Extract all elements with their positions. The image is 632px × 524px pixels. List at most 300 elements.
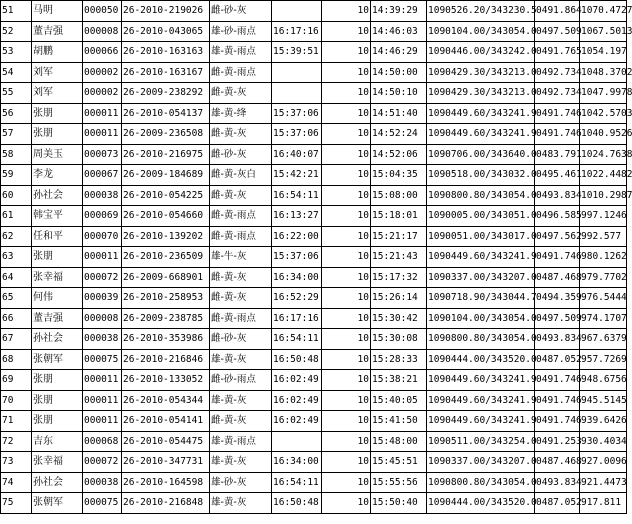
owner-name-cell: 刘军 bbox=[32, 62, 83, 83]
member-id-cell: 000067 bbox=[83, 165, 122, 186]
coordinates-cell: 1090104.00/343054.0 bbox=[427, 308, 535, 329]
start-time-cell: 16:17:16 bbox=[272, 21, 322, 42]
day-cell: 10 bbox=[322, 308, 371, 329]
speed-cell: 997.1246 bbox=[580, 206, 627, 227]
day-cell: 10 bbox=[322, 42, 371, 63]
coordinates-cell: 1090449.60/343241.9 bbox=[427, 411, 535, 432]
member-id-cell: 000011 bbox=[83, 247, 122, 268]
coordinates-cell: 1090337.00/343207.0 bbox=[427, 452, 535, 473]
owner-name-cell: 韩宝平 bbox=[32, 206, 83, 227]
arrival-time-cell: 15:50:40 bbox=[371, 493, 427, 514]
row-number-cell: 59 bbox=[1, 165, 32, 186]
row-number-cell: 60 bbox=[1, 185, 32, 206]
ring-number-cell: 26-2010-054141 bbox=[122, 411, 210, 432]
arrival-time-cell: 14:50:10 bbox=[371, 83, 427, 104]
table-row bbox=[1, 1, 627, 22]
table-row bbox=[1, 206, 627, 227]
bird-description-cell: 雌-黄-雨点 bbox=[210, 308, 272, 329]
table-row bbox=[1, 165, 627, 186]
member-id-cell: 000066 bbox=[83, 42, 122, 63]
coordinates-cell: 1090444.00/343520.0 bbox=[427, 349, 535, 370]
speed-cell: 992.577 bbox=[580, 226, 627, 247]
start-time-cell: 16:40:07 bbox=[272, 144, 322, 165]
start-time-cell: 16:22:00 bbox=[272, 226, 322, 247]
speed-cell: 921.4473 bbox=[580, 472, 627, 493]
distance-cell: 0491.746 bbox=[535, 124, 580, 145]
table-row bbox=[1, 329, 627, 350]
arrival-time-cell: 15:38:21 bbox=[371, 370, 427, 391]
speed-cell: 979.7702 bbox=[580, 267, 627, 288]
distance-cell: 0497.509 bbox=[535, 21, 580, 42]
row-number-cell: 69 bbox=[1, 370, 32, 391]
speed-cell: 945.5145 bbox=[580, 390, 627, 411]
distance-cell: 0487.468 bbox=[535, 452, 580, 473]
day-cell: 10 bbox=[322, 329, 371, 350]
owner-name-cell: 张朋 bbox=[32, 124, 83, 145]
ring-number-cell: 26-2010-219026 bbox=[122, 1, 210, 22]
row-number-cell: 75 bbox=[1, 493, 32, 514]
arrival-time-cell: 15:48:00 bbox=[371, 431, 427, 452]
coordinates-cell: 1090800.80/343054.0 bbox=[427, 185, 535, 206]
start-time-cell: 16:52:29 bbox=[272, 288, 322, 309]
table-row bbox=[1, 185, 627, 206]
arrival-time-cell: 15:21:43 bbox=[371, 247, 427, 268]
coordinates-cell: 1090706.00/343640.0 bbox=[427, 144, 535, 165]
distance-cell: 0491.253 bbox=[535, 431, 580, 452]
start-time-cell bbox=[272, 1, 322, 22]
day-cell: 10 bbox=[322, 472, 371, 493]
member-id-cell: 000072 bbox=[83, 267, 122, 288]
arrival-time-cell: 14:46:03 bbox=[371, 21, 427, 42]
start-time-cell bbox=[272, 62, 322, 83]
owner-name-cell: 张幸福 bbox=[32, 452, 83, 473]
bird-description-cell: 雄-黄-雨点 bbox=[210, 431, 272, 452]
coordinates-cell: 1090718.90/343044.7 bbox=[427, 288, 535, 309]
day-cell: 10 bbox=[322, 103, 371, 124]
table-row bbox=[1, 267, 627, 288]
row-number-cell: 52 bbox=[1, 21, 32, 42]
speed-cell: 980.1262 bbox=[580, 247, 627, 268]
bird-description-cell: 雌-黄-灰 bbox=[210, 185, 272, 206]
member-id-cell: 000070 bbox=[83, 226, 122, 247]
day-cell: 10 bbox=[322, 21, 371, 42]
row-number-cell: 66 bbox=[1, 308, 32, 329]
coordinates-cell: 1090449.60/343241.9 bbox=[427, 124, 535, 145]
speed-cell: 1022.4482 bbox=[580, 165, 627, 186]
distance-cell: 0491.746 bbox=[535, 411, 580, 432]
bird-description-cell: 雌-砂-灰 bbox=[210, 329, 272, 350]
table-row bbox=[1, 390, 627, 411]
ring-number-cell: 26-2010-054225 bbox=[122, 185, 210, 206]
bird-description-cell: 雌-黄-雨点 bbox=[210, 62, 272, 83]
table-row bbox=[1, 452, 627, 473]
ring-number-cell: 26-2010-054344 bbox=[122, 390, 210, 411]
speed-cell: 974.1707 bbox=[580, 308, 627, 329]
member-id-cell: 000075 bbox=[83, 349, 122, 370]
distance-cell: 0493.834 bbox=[535, 472, 580, 493]
ring-number-cell: 26-2010-236509 bbox=[122, 247, 210, 268]
bird-description-cell: 雌-黄-灰 bbox=[210, 267, 272, 288]
row-number-cell: 62 bbox=[1, 226, 32, 247]
distance-cell: 0496.585 bbox=[535, 206, 580, 227]
start-time-cell: 16:50:48 bbox=[272, 349, 322, 370]
row-number-cell: 61 bbox=[1, 206, 32, 227]
owner-name-cell: 何伟 bbox=[32, 288, 83, 309]
coordinates-cell: 1090104.00/343054.0 bbox=[427, 21, 535, 42]
owner-name-cell: 刘军 bbox=[32, 83, 83, 104]
bird-description-cell: 雌-砂-雨点 bbox=[210, 370, 272, 391]
speed-cell: 1067.5013 bbox=[580, 21, 627, 42]
bird-description-cell: 雄-黄-灰 bbox=[210, 493, 272, 514]
ring-number-cell: 26-2009-236508 bbox=[122, 124, 210, 145]
start-time-cell: 16:02:49 bbox=[272, 390, 322, 411]
start-time-cell: 15:37:06 bbox=[272, 247, 322, 268]
bird-description-cell: 雌-黄-灰 bbox=[210, 411, 272, 432]
arrival-time-cell: 15:40:05 bbox=[371, 390, 427, 411]
distance-cell: 0491.746 bbox=[535, 370, 580, 391]
bird-description-cell: 雄-砂-灰 bbox=[210, 472, 272, 493]
speed-cell: 976.5444 bbox=[580, 288, 627, 309]
row-number-cell: 58 bbox=[1, 144, 32, 165]
owner-name-cell: 孙社会 bbox=[32, 472, 83, 493]
day-cell: 10 bbox=[322, 370, 371, 391]
bird-description-cell: 雄-牛-灰 bbox=[210, 247, 272, 268]
start-time-cell: 15:37:06 bbox=[272, 124, 322, 145]
coordinates-cell: 1090429.30/343213.0 bbox=[427, 83, 535, 104]
member-id-cell: 000069 bbox=[83, 206, 122, 227]
arrival-time-cell: 15:28:33 bbox=[371, 349, 427, 370]
bird-description-cell: 雌-黄-雨点 bbox=[210, 206, 272, 227]
row-number-cell: 63 bbox=[1, 247, 32, 268]
owner-name-cell: 周美玉 bbox=[32, 144, 83, 165]
coordinates-cell: 1090337.00/343207.0 bbox=[427, 267, 535, 288]
ring-number-cell: 26-2009-668901 bbox=[122, 267, 210, 288]
coordinates-cell: 1090005.00/343051.0 bbox=[427, 206, 535, 227]
row-number-cell: 74 bbox=[1, 472, 32, 493]
row-number-cell: 72 bbox=[1, 431, 32, 452]
speed-cell: 967.6379 bbox=[580, 329, 627, 350]
distance-cell: 0492.734 bbox=[535, 62, 580, 83]
speed-cell: 930.4034 bbox=[580, 431, 627, 452]
owner-name-cell: 张朋 bbox=[32, 370, 83, 391]
row-number-cell: 56 bbox=[1, 103, 32, 124]
day-cell: 10 bbox=[322, 165, 371, 186]
table-row bbox=[1, 226, 627, 247]
bird-description-cell: 雌-砂-灰 bbox=[210, 1, 272, 22]
ring-number-cell: 26-2010-054475 bbox=[122, 431, 210, 452]
distance-cell: 0491.746 bbox=[535, 103, 580, 124]
member-id-cell: 000008 bbox=[83, 308, 122, 329]
ring-number-cell: 26-2009-238785 bbox=[122, 308, 210, 329]
arrival-time-cell: 15:30:08 bbox=[371, 329, 427, 350]
ring-number-cell: 26-2010-043065 bbox=[122, 21, 210, 42]
day-cell: 10 bbox=[322, 62, 371, 83]
coordinates-cell: 1090511.00/343254.0 bbox=[427, 431, 535, 452]
owner-name-cell: 马明 bbox=[32, 1, 83, 22]
ring-number-cell: 26-2010-163167 bbox=[122, 62, 210, 83]
owner-name-cell: 张朝军 bbox=[32, 493, 83, 514]
distance-cell: 0487.468 bbox=[535, 267, 580, 288]
ring-number-cell: 26-2010-054660 bbox=[122, 206, 210, 227]
start-time-cell: 15:42:21 bbox=[272, 165, 322, 186]
bird-description-cell: 雌-黄-灰 bbox=[210, 83, 272, 104]
table-row bbox=[1, 370, 627, 391]
coordinates-cell: 1090429.30/343213.0 bbox=[427, 62, 535, 83]
table-row bbox=[1, 124, 627, 145]
coordinates-cell: 1090800.80/343054.0 bbox=[427, 472, 535, 493]
bird-description-cell: 雌-黄-灰白 bbox=[210, 165, 272, 186]
table-row bbox=[1, 62, 627, 83]
ring-number-cell: 26-2010-216846 bbox=[122, 349, 210, 370]
table-row bbox=[1, 431, 627, 452]
speed-cell: 1024.7638 bbox=[580, 144, 627, 165]
arrival-time-cell: 15:18:01 bbox=[371, 206, 427, 227]
coordinates-cell: 1090449.60/343241.9 bbox=[427, 370, 535, 391]
owner-name-cell: 张朋 bbox=[32, 103, 83, 124]
owner-name-cell: 任和平 bbox=[32, 226, 83, 247]
speed-cell: 957.7269 bbox=[580, 349, 627, 370]
distance-cell: 0487.052 bbox=[535, 349, 580, 370]
bird-description-cell: 雄-黄-雨点 bbox=[210, 42, 272, 63]
owner-name-cell: 李龙 bbox=[32, 165, 83, 186]
row-number-cell: 71 bbox=[1, 411, 32, 432]
ring-number-cell: 26-2010-216975 bbox=[122, 144, 210, 165]
distance-cell: 0492.734 bbox=[535, 83, 580, 104]
member-id-cell: 000072 bbox=[83, 452, 122, 473]
arrival-time-cell: 15:55:56 bbox=[371, 472, 427, 493]
coordinates-cell: 1090800.80/343054.0 bbox=[427, 329, 535, 350]
row-number-cell: 53 bbox=[1, 42, 32, 63]
ring-number-cell: 26-2010-163163 bbox=[122, 42, 210, 63]
table-row bbox=[1, 103, 627, 124]
bird-description-cell: 雌-砂-灰 bbox=[210, 144, 272, 165]
day-cell: 10 bbox=[322, 226, 371, 247]
bird-description-cell: 雄-砂-雨点 bbox=[210, 21, 272, 42]
coordinates-cell: 1090449.60/343241.9 bbox=[427, 103, 535, 124]
day-cell: 10 bbox=[322, 267, 371, 288]
ring-number-cell: 26-2010-347731 bbox=[122, 452, 210, 473]
start-time-cell: 15:39:51 bbox=[272, 42, 322, 63]
start-time-cell: 16:13:27 bbox=[272, 206, 322, 227]
distance-cell: 0491.765 bbox=[535, 42, 580, 63]
member-id-cell: 000002 bbox=[83, 83, 122, 104]
arrival-time-cell: 14:51:40 bbox=[371, 103, 427, 124]
coordinates-cell: 1090449.60/343241.9 bbox=[427, 390, 535, 411]
speed-cell: 1010.2987 bbox=[580, 185, 627, 206]
arrival-time-cell: 15:45:51 bbox=[371, 452, 427, 473]
bird-description-cell: 雄-黄-灰 bbox=[210, 452, 272, 473]
arrival-time-cell: 14:52:24 bbox=[371, 124, 427, 145]
distance-cell: 0491.746 bbox=[535, 247, 580, 268]
day-cell: 10 bbox=[322, 144, 371, 165]
speed-cell: 1054.197 bbox=[580, 42, 627, 63]
owner-name-cell: 吉东 bbox=[32, 431, 83, 452]
ring-number-cell: 26-2009-184689 bbox=[122, 165, 210, 186]
row-number-cell: 68 bbox=[1, 349, 32, 370]
member-id-cell: 000038 bbox=[83, 329, 122, 350]
member-id-cell: 000038 bbox=[83, 185, 122, 206]
row-number-cell: 67 bbox=[1, 329, 32, 350]
member-id-cell: 000039 bbox=[83, 288, 122, 309]
distance-cell: 0494.359 bbox=[535, 288, 580, 309]
table-row bbox=[1, 144, 627, 165]
member-id-cell: 000011 bbox=[83, 390, 122, 411]
day-cell: 10 bbox=[322, 452, 371, 473]
day-cell: 10 bbox=[322, 288, 371, 309]
arrival-time-cell: 15:26:14 bbox=[371, 288, 427, 309]
owner-name-cell: 张朋 bbox=[32, 390, 83, 411]
arrival-time-cell: 14:39:29 bbox=[371, 1, 427, 22]
day-cell: 10 bbox=[322, 349, 371, 370]
day-cell: 10 bbox=[322, 411, 371, 432]
coordinates-cell: 1090518.00/343032.0 bbox=[427, 165, 535, 186]
bird-description-cell: 雌-黄-灰 bbox=[210, 288, 272, 309]
table-row bbox=[1, 21, 627, 42]
distance-cell: 0487.052 bbox=[535, 493, 580, 514]
ring-number-cell: 26-2010-164598 bbox=[122, 472, 210, 493]
bird-description-cell: 雄-黄-灰 bbox=[210, 390, 272, 411]
coordinates-cell: 1090446.00/343242.0 bbox=[427, 42, 535, 63]
day-cell: 10 bbox=[322, 124, 371, 145]
ring-number-cell: 26-2010-054137 bbox=[122, 103, 210, 124]
member-id-cell: 000002 bbox=[83, 62, 122, 83]
member-id-cell: 000075 bbox=[83, 493, 122, 514]
row-number-cell: 54 bbox=[1, 62, 32, 83]
start-time-cell: 16:54:11 bbox=[272, 472, 322, 493]
owner-name-cell: 胡鹏 bbox=[32, 42, 83, 63]
table-row bbox=[1, 411, 627, 432]
coordinates-cell: 1090444.00/343520.0 bbox=[427, 493, 535, 514]
speed-cell: 948.6756 bbox=[580, 370, 627, 391]
row-number-cell: 70 bbox=[1, 390, 32, 411]
arrival-time-cell: 15:08:00 bbox=[371, 185, 427, 206]
member-id-cell: 000011 bbox=[83, 124, 122, 145]
speed-cell: 1070.4727 bbox=[580, 1, 627, 22]
bird-description-cell: 雌-黄-雨点 bbox=[210, 226, 272, 247]
ring-number-cell: 26-2010-216848 bbox=[122, 493, 210, 514]
day-cell: 10 bbox=[322, 247, 371, 268]
table-row bbox=[1, 83, 627, 104]
member-id-cell: 000050 bbox=[83, 1, 122, 22]
table-row bbox=[1, 472, 627, 493]
day-cell: 10 bbox=[322, 493, 371, 514]
start-time-cell: 16:50:48 bbox=[272, 493, 322, 514]
table-row bbox=[1, 288, 627, 309]
bird-description-cell: 雄-黄-绛 bbox=[210, 103, 272, 124]
day-cell: 10 bbox=[322, 185, 371, 206]
start-time-cell: 16:02:49 bbox=[272, 411, 322, 432]
arrival-time-cell: 15:04:35 bbox=[371, 165, 427, 186]
owner-name-cell: 孙社会 bbox=[32, 185, 83, 206]
arrival-time-cell: 14:52:06 bbox=[371, 144, 427, 165]
distance-cell: 0497.509 bbox=[535, 308, 580, 329]
speed-cell: 927.0096 bbox=[580, 452, 627, 473]
row-number-cell: 73 bbox=[1, 452, 32, 473]
owner-name-cell: 张朋 bbox=[32, 247, 83, 268]
member-id-cell: 000011 bbox=[83, 370, 122, 391]
member-id-cell: 000038 bbox=[83, 472, 122, 493]
bird-description-cell: 雌-黄-灰 bbox=[210, 124, 272, 145]
start-time-cell: 16:34:00 bbox=[272, 267, 322, 288]
row-number-cell: 55 bbox=[1, 83, 32, 104]
distance-cell: 0497.562 bbox=[535, 226, 580, 247]
arrival-time-cell: 15:21:17 bbox=[371, 226, 427, 247]
day-cell: 10 bbox=[322, 390, 371, 411]
arrival-time-cell: 15:41:50 bbox=[371, 411, 427, 432]
arrival-time-cell: 15:17:32 bbox=[371, 267, 427, 288]
day-cell: 10 bbox=[322, 83, 371, 104]
owner-name-cell: 张幸福 bbox=[32, 267, 83, 288]
member-id-cell: 000068 bbox=[83, 431, 122, 452]
row-number-cell: 64 bbox=[1, 267, 32, 288]
start-time-cell: 16:54:11 bbox=[272, 329, 322, 350]
member-id-cell: 000073 bbox=[83, 144, 122, 165]
start-time-cell bbox=[272, 83, 322, 104]
row-number-cell: 57 bbox=[1, 124, 32, 145]
arrival-time-cell: 14:50:00 bbox=[371, 62, 427, 83]
arrival-time-cell: 15:30:42 bbox=[371, 308, 427, 329]
row-number-cell: 65 bbox=[1, 288, 32, 309]
owner-name-cell: 张朋 bbox=[32, 411, 83, 432]
speed-cell: 1040.9526 bbox=[580, 124, 627, 145]
start-time-cell: 16:17:16 bbox=[272, 308, 322, 329]
owner-name-cell: 董吉强 bbox=[32, 21, 83, 42]
table-row bbox=[1, 42, 627, 63]
distance-cell: 0483.791 bbox=[535, 144, 580, 165]
distance-cell: 0493.834 bbox=[535, 185, 580, 206]
ring-number-cell: 26-2010-353986 bbox=[122, 329, 210, 350]
ring-number-cell: 26-2010-133052 bbox=[122, 370, 210, 391]
owner-name-cell: 董吉强 bbox=[32, 308, 83, 329]
member-id-cell: 000011 bbox=[83, 411, 122, 432]
coordinates-cell: 1090051.00/343017.0 bbox=[427, 226, 535, 247]
start-time-cell: 15:37:06 bbox=[272, 103, 322, 124]
day-cell: 10 bbox=[322, 206, 371, 227]
row-number-cell: 51 bbox=[1, 1, 32, 22]
coordinates-cell: 1090449.60/343241.9 bbox=[427, 247, 535, 268]
start-time-cell: 16:34:00 bbox=[272, 452, 322, 473]
bird-description-cell: 雄-黄-灰 bbox=[210, 349, 272, 370]
start-time-cell bbox=[272, 431, 322, 452]
table-row bbox=[1, 493, 627, 514]
table-row bbox=[1, 247, 627, 268]
speed-cell: 1042.5703 bbox=[580, 103, 627, 124]
table-row bbox=[1, 308, 627, 329]
member-id-cell: 000011 bbox=[83, 103, 122, 124]
day-cell: 10 bbox=[322, 431, 371, 452]
ring-number-cell: 26-2010-139202 bbox=[122, 226, 210, 247]
owner-name-cell: 孙社会 bbox=[32, 329, 83, 350]
distance-cell: 0491.864 bbox=[535, 1, 580, 22]
start-time-cell: 16:54:11 bbox=[272, 185, 322, 206]
distance-cell: 0495.461 bbox=[535, 165, 580, 186]
ring-number-cell: 26-2009-238292 bbox=[122, 83, 210, 104]
distance-cell: 0493.834 bbox=[535, 329, 580, 350]
speed-cell: 1047.9978 bbox=[580, 83, 627, 104]
ring-number-cell: 26-2010-258953 bbox=[122, 288, 210, 309]
start-time-cell: 16:02:49 bbox=[272, 370, 322, 391]
owner-name-cell: 张朝军 bbox=[32, 349, 83, 370]
arrival-time-cell: 14:46:29 bbox=[371, 42, 427, 63]
speed-cell: 917.811 bbox=[580, 493, 627, 514]
speed-cell: 939.6426 bbox=[580, 411, 627, 432]
table-row bbox=[1, 349, 627, 370]
member-id-cell: 000008 bbox=[83, 21, 122, 42]
distance-cell: 0491.746 bbox=[535, 390, 580, 411]
coordinates-cell: 1090526.20/343230.5 bbox=[427, 1, 535, 22]
speed-cell: 1048.3702 bbox=[580, 62, 627, 83]
day-cell: 10 bbox=[322, 1, 371, 22]
